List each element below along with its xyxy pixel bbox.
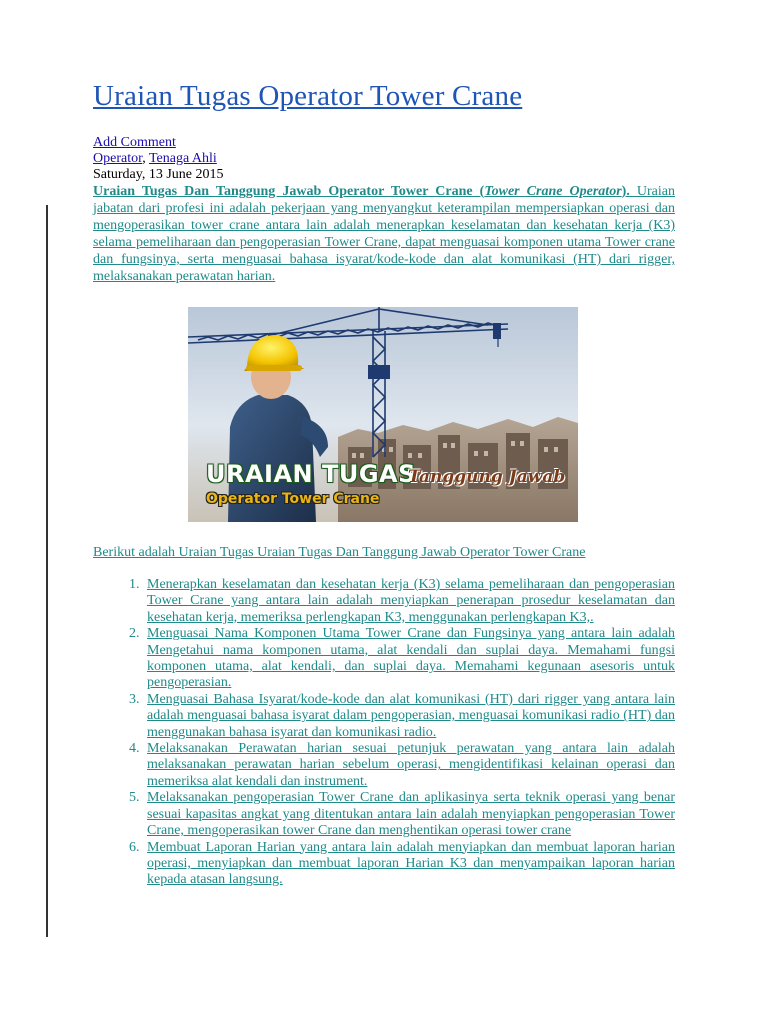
list-item: 5. Melaksanakan pengoperasian Tower Crane dan aplikasinya serta teknik operasi yang benar sesuai kapasitas angkat yang ditentukan antara lain adalah menyiapkan pengoperasian Tower Crane, mengoperasikan tower Crane dan menghentikan operasi tower crane [143, 790, 675, 839]
intro-lead: Uraian Tugas Dan Tanggung Jawab Operator Tower Crane (Tower Crane Operator). [93, 184, 630, 199]
category-links [93, 151, 675, 167]
post-meta [93, 135, 675, 183]
list-item: 3. Menguasai Bahasa Isyarat/kode-kode dan alat komunikasi (HT) dari rigger yang antara lain adalah menguasai bahasa isyarat dalam pengoperasian, menguasai komunikasi radio (HT) dan menggunakan bahasa isyarat dan komunikasi radio. [143, 692, 675, 741]
list-item: 2. Menguasai Nama Komponen Utama Tower Crane dan Fungsinya yang antara lain adalah Mengetahui nama komponen utama, alat kendali dan suplai daya. Memahami fungsi komponen utama, alat kendali, dan suplai daya. Memahami kegunaan asesoris untuk pengoperasian. [143, 626, 675, 692]
tower-crane-illustration [188, 307, 578, 522]
list-intro: Berikut adalah Uraian Tugas Uraian Tugas Dan Tanggung Jawab Operator Tower Crane [93, 545, 586, 560]
article-title-link[interactable]: Uraian Tugas Operator Tower Crane [93, 80, 523, 112]
post-date: Saturday, 13 June 2015 [93, 167, 224, 182]
intro-body: Uraian jabatan dari profesi ini adalah pekerjaan yang menyangkut keterampilan mempersiapkan operasi dan mengoperasikan tower crane antara lain adalah menerapkan keselamatan dan kesehatan kerja (K3) selama pemeliharaan dan pengoperasian Tower Crane, dapat menguasai komponen utama Tower crane dan fungsinya, serta menguasai bahasa isyarat/kode-kode dan alat komunikasi (HT) dari rigger, melaksanakan perawatan harian. [93, 184, 675, 284]
image-overlay-subtitle: Tanggung Jawab [408, 467, 566, 487]
list-item: 6. Membuat Laporan Harian yang antara lain adalah menyiapkan dan membuat laporan harian operasi, menyiapkan dan membuat laporan Harian K3 dan menyampaikan laporan harian kepada atasan langsung. [143, 840, 675, 889]
category-separator: , [142, 151, 149, 166]
image-overlay-title: URAIAN TUGAS [206, 460, 416, 488]
article [93, 80, 675, 889]
category-link-operator[interactable]: Operator [93, 151, 143, 166]
margin-line [46, 205, 48, 937]
list-item: 4. Melaksanakan Perawatan harian sesuai petunjuk perawatan yang antara lain adalah melaksanakan perawatan harian sebelum operasi, mengidentifikasi kelainan operasi dan memeriksa alat kendali dan instrument. [143, 741, 675, 790]
add-comment-link[interactable]: Add Comment [93, 135, 176, 150]
article-image [188, 307, 578, 522]
article-title [93, 80, 675, 113]
image-overlay-caption: Operator Tower Crane [206, 491, 380, 507]
duty-list [93, 577, 675, 889]
category-link-tenaga-ahli[interactable]: Tenaga Ahli [148, 151, 217, 166]
intro-paragraph [93, 183, 675, 285]
list-item: 1. Menerapkan keselamatan dan kesehatan kerja (K3) selama pemeliharaan dan pengoperasian Tower Crane yang antara lain adalah menyiapkan penerapan prosedur keselamatan dan kesehatan kerja, memeriksa perlengkapan K3, menggunakan perlengkapan K3,. [143, 577, 675, 626]
